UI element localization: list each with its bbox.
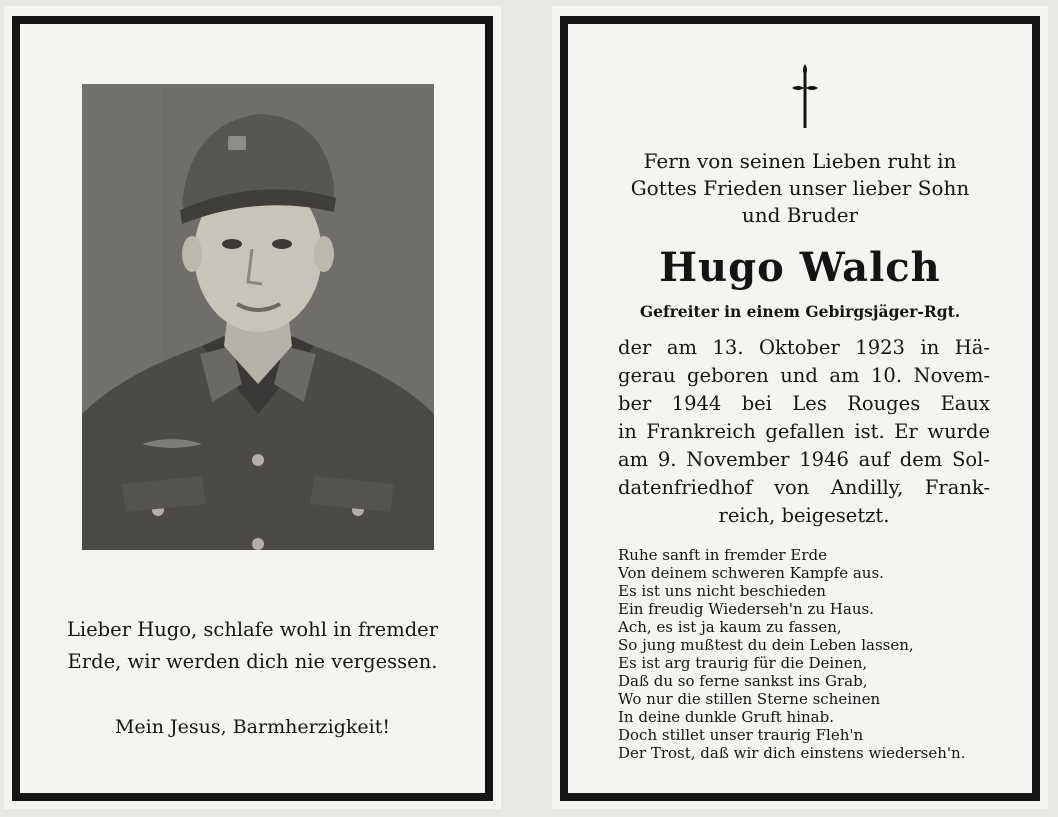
- poem-line: Von deinem schweren Kampfe aus.: [618, 564, 884, 582]
- poem-line: Ein freudig Wiederseh'n zu Haus.: [618, 600, 874, 618]
- prayer-line: Mein Jesus, Barmherzigkeit!: [114, 716, 391, 738]
- farewell-verse-line1: Lieber Hugo, schlafe wohl in fremder: [66, 618, 439, 641]
- deceased-name: Hugo Walch: [659, 244, 941, 291]
- poem-line: Doch stillet unser traurig Fleh'n: [618, 726, 864, 744]
- poem-line: Es ist arg traurig für die Deinen,: [618, 654, 868, 672]
- intro-line: Gottes Frieden unser lieber Sohn: [630, 176, 970, 200]
- poem-line: Es ist uns nicht beschieden: [618, 582, 826, 600]
- intro-line: und Bruder: [741, 203, 859, 227]
- intro-text: [608, 148, 992, 229]
- intro-line: Fern von seinen Lieben ruht in: [643, 149, 957, 173]
- poem-line: Der Trost, daß wir dich einstens wiederseh'n.: [618, 744, 966, 762]
- poem-line: In deine dunkle Gruft hinab.: [618, 708, 834, 726]
- military-rank: Gefreiter in einem Gebirgsjäger-Rgt.: [639, 302, 961, 321]
- memorial-card-left: [4, 6, 501, 809]
- farewell-verse: [20, 614, 485, 678]
- bio-line: datenfriedhof von Andilly, Frank-: [618, 476, 990, 499]
- bio-line: reich, beigesetzt.: [718, 504, 890, 527]
- poem-line: Wo nur die stillen Sterne scheinen: [618, 690, 881, 708]
- poem-line: Ruhe sanft in fremder Erde: [618, 546, 827, 564]
- bio-line: der am 13. Oktober 1923 in Hä-: [618, 336, 990, 359]
- poem-line: So jung mußtest du dein Leben lassen,: [618, 636, 914, 654]
- soldier-portrait-photo: [82, 84, 434, 550]
- bio-line: gerau geboren und am 10. Novem-: [618, 364, 990, 387]
- biography-text: [618, 334, 990, 530]
- poem-line: Ach, es ist ja kaum zu fassen,: [618, 618, 842, 636]
- black-border-frame: [560, 16, 1040, 801]
- bio-line: ber 1944 bei Les Rouges Eaux: [618, 392, 990, 415]
- bio-line: am 9. November 1946 auf dem Sol-: [618, 448, 990, 471]
- memorial-poem: [618, 546, 965, 762]
- poem-line: Daß du so ferne sankst ins Grab,: [618, 672, 868, 690]
- farewell-verse-line2: Erde, wir werden dich nie vergessen.: [67, 650, 438, 673]
- bio-line: in Frankreich gefallen ist. Er wurde: [618, 420, 990, 443]
- memorial-card-right: [552, 6, 1048, 809]
- portrait-illustration: [82, 84, 434, 550]
- cross-icon: [790, 62, 820, 132]
- black-border-frame: [12, 16, 493, 801]
